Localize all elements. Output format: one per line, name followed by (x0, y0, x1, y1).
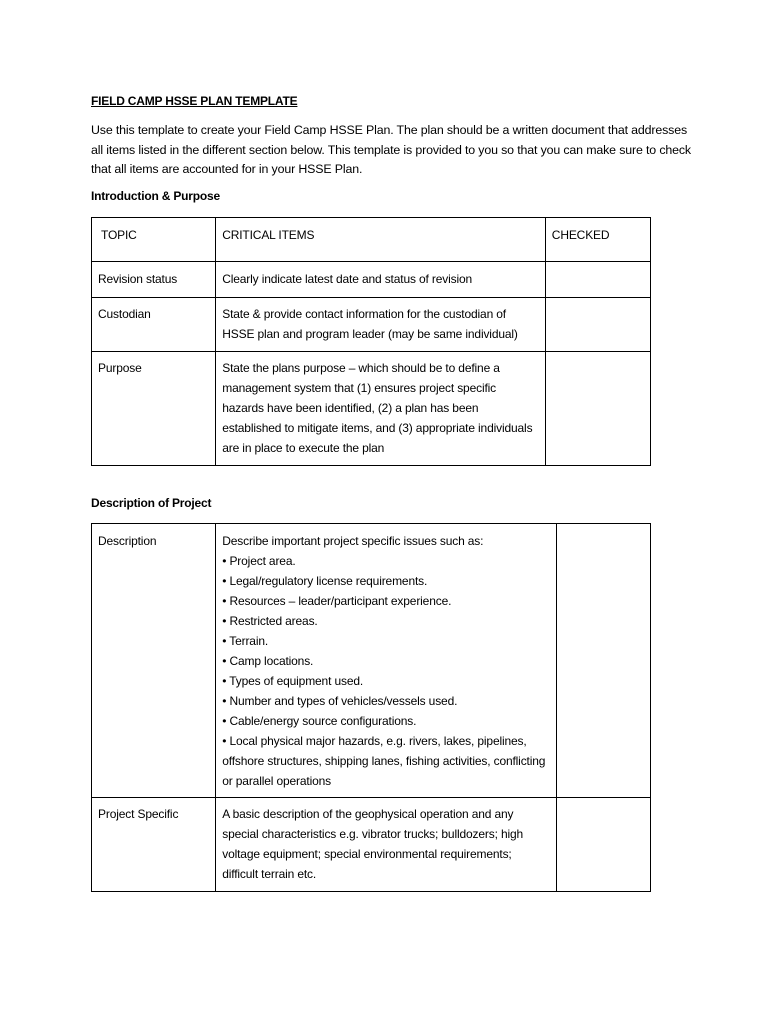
list-item: • Camp locations. (222, 654, 314, 668)
critical-items-cell (216, 524, 557, 798)
list-item: • Project area. (222, 554, 296, 568)
list-item: • Local physical major hazards, e.g. rivers, lakes, pipelines, offshore structures, shipping lanes, fishing activities, conflicting or parallel operations (222, 734, 546, 788)
intro-paragraph: Use this template to create your Field Camp HSSE Plan. The plan should be a written document that addresses all items listed in the different section below. This template is provided to you so that you can make sure to check that all items are accounted for in your HSSE Plan. (91, 123, 691, 177)
topic-cell: Purpose (92, 352, 216, 466)
topic-cell: Custodian (92, 298, 216, 352)
checked-cell[interactable] (556, 524, 650, 798)
header-critical-items: CRITICAL ITEMS (216, 218, 546, 262)
header-checked: CHECKED (545, 218, 650, 262)
list-item: • Resources – leader/participant experience. (222, 594, 452, 608)
table-row (92, 798, 651, 892)
topic-cell: Revision status (92, 262, 216, 298)
section-heading-description-of-project: Description of Project (91, 496, 212, 510)
list-item: • Cable/energy source configurations. (222, 714, 417, 728)
list-item: • Number and types of vehicles/vessels used. (222, 694, 458, 708)
page-title: FIELD CAMP HSSE PLAN TEMPLATE (91, 94, 298, 108)
table-row (92, 298, 651, 352)
table-row (92, 524, 651, 798)
checked-cell[interactable] (556, 798, 650, 892)
list-item: • Legal/regulatory license requirements. (222, 574, 428, 588)
critical-items-cell: State & provide contact information for the custodian of HSSE plan and program leader (may be same individual) (216, 298, 546, 352)
list-item: • Restricted areas. (222, 614, 318, 628)
topic-cell: Project Specific (92, 798, 216, 892)
critical-items-cell: Clearly indicate latest date and status of revision (216, 262, 546, 298)
table-header-row (92, 218, 651, 262)
header-topic: TOPIC (92, 218, 216, 262)
list-item: • Terrain. (222, 634, 269, 648)
critical-items-cell: State the plans purpose – which should be to define a management system that (1) ensures project specific hazards have been identified, (2) a plan has been established to mitigate items, and (3) appropriate individuals are in place to execute the plan (216, 352, 546, 466)
description-of-project-table (91, 523, 651, 892)
critical-items-cell: A basic description of the geophysical operation and any special characteristics e.g. vibrator trucks; bulldozers; high voltage equipment; special environmental requirements; difficult terrain etc. (216, 798, 557, 892)
section-heading-introduction-purpose: Introduction & Purpose (91, 189, 220, 203)
checked-cell[interactable] (545, 352, 650, 466)
introduction-purpose-table (91, 217, 651, 466)
checked-cell[interactable] (545, 298, 650, 352)
list-item: • Types of equipment used. (222, 674, 364, 688)
table-row (92, 352, 651, 466)
checked-cell[interactable] (545, 262, 650, 298)
description-intro: Describe important project specific issues such as: (222, 534, 484, 548)
table-row (92, 262, 651, 298)
topic-cell: Description (92, 524, 216, 798)
